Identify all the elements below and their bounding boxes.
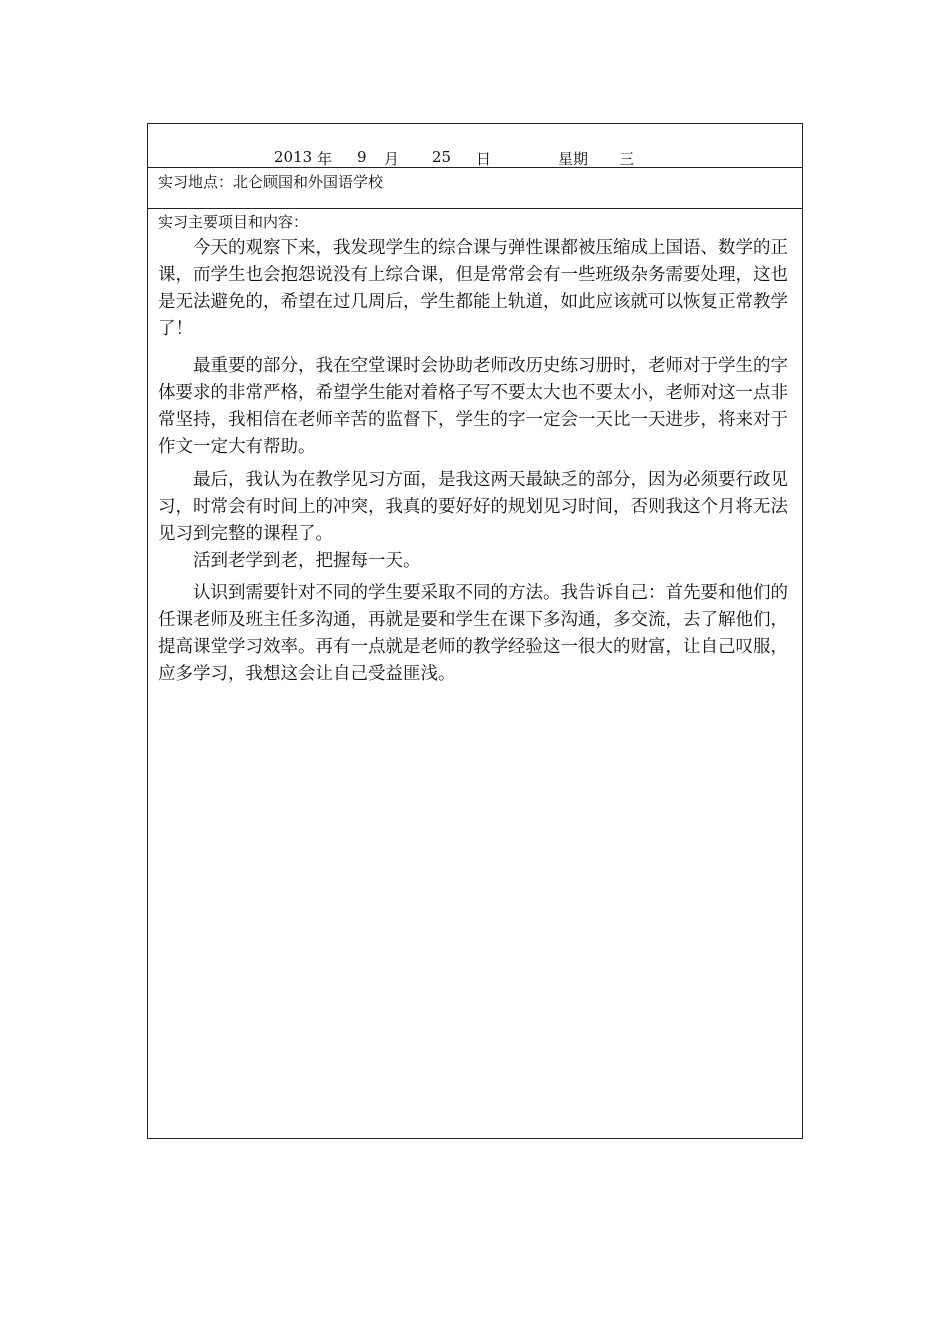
content-paragraph-2: 最重要的部分，我在空堂课时会协助老师改历史练习册时，老师对于学生的字体要求的非常严格，希望学生能对着格子写不要太大也不要太小，老师对这一点非常坚持，我相信在老师辛苦的监督下，学生的字一定会一天比一天进步，将来对于作文一定大有帮助。: [158, 356, 788, 457]
location-row: [148, 168, 802, 209]
content-paragraph-1: 今天的观察下来，我发现学生的综合课与弹性课都被压缩成上国语、数学的正课，而学生也会抱怨说没有上综合课，但是常常会有一些班级杂务需要处理，这也是无法避免的，希望在过几周后，学生都能上轨道，如此应该就可以恢复正常教学了！: [158, 238, 788, 339]
date-line: [148, 148, 802, 166]
date-month-unit: 月: [384, 150, 400, 168]
date-month: 9: [357, 148, 367, 166]
internship-log-table: [147, 123, 803, 1139]
date-row: [148, 124, 802, 168]
content-body: [158, 235, 788, 688]
weekday-value: 三: [619, 150, 635, 168]
weekday-label: 星期: [558, 150, 589, 168]
date-year-unit: 年: [317, 150, 333, 168]
content-paragraph-5: 认识到需要针对不同的学生要采取不同的方法。我告诉自己：首先要和他们的任课老师及班主任多沟通，再就是要和学生在课下多沟通，多交流，去了解他们，提高课堂学习效率。再有一点就是老师的教学经验这一很大的财富，让自己叹服，应多学习，我想这会让自己受益匪浅。: [158, 583, 788, 684]
date-day: 25: [432, 148, 452, 166]
content-paragraph-3: 最后，我认为在教学见习方面，是我这两天最缺乏的部分，因为必须要行政见习，时常会有时间上的冲突，我真的要好好的规划见习时间，否则我这个月将无法见习到完整的课程了。: [158, 470, 788, 544]
date-year: 2013: [274, 148, 313, 166]
location-text: 实习地点：北仑顾国和外国语学校: [158, 173, 384, 191]
content-section-title: 实习主要项目和内容：: [158, 213, 309, 231]
content-row: [148, 209, 802, 1138]
content-paragraph-4: 活到老学到老，把握每一天。: [193, 551, 421, 571]
date-day-unit: 日: [476, 150, 492, 168]
